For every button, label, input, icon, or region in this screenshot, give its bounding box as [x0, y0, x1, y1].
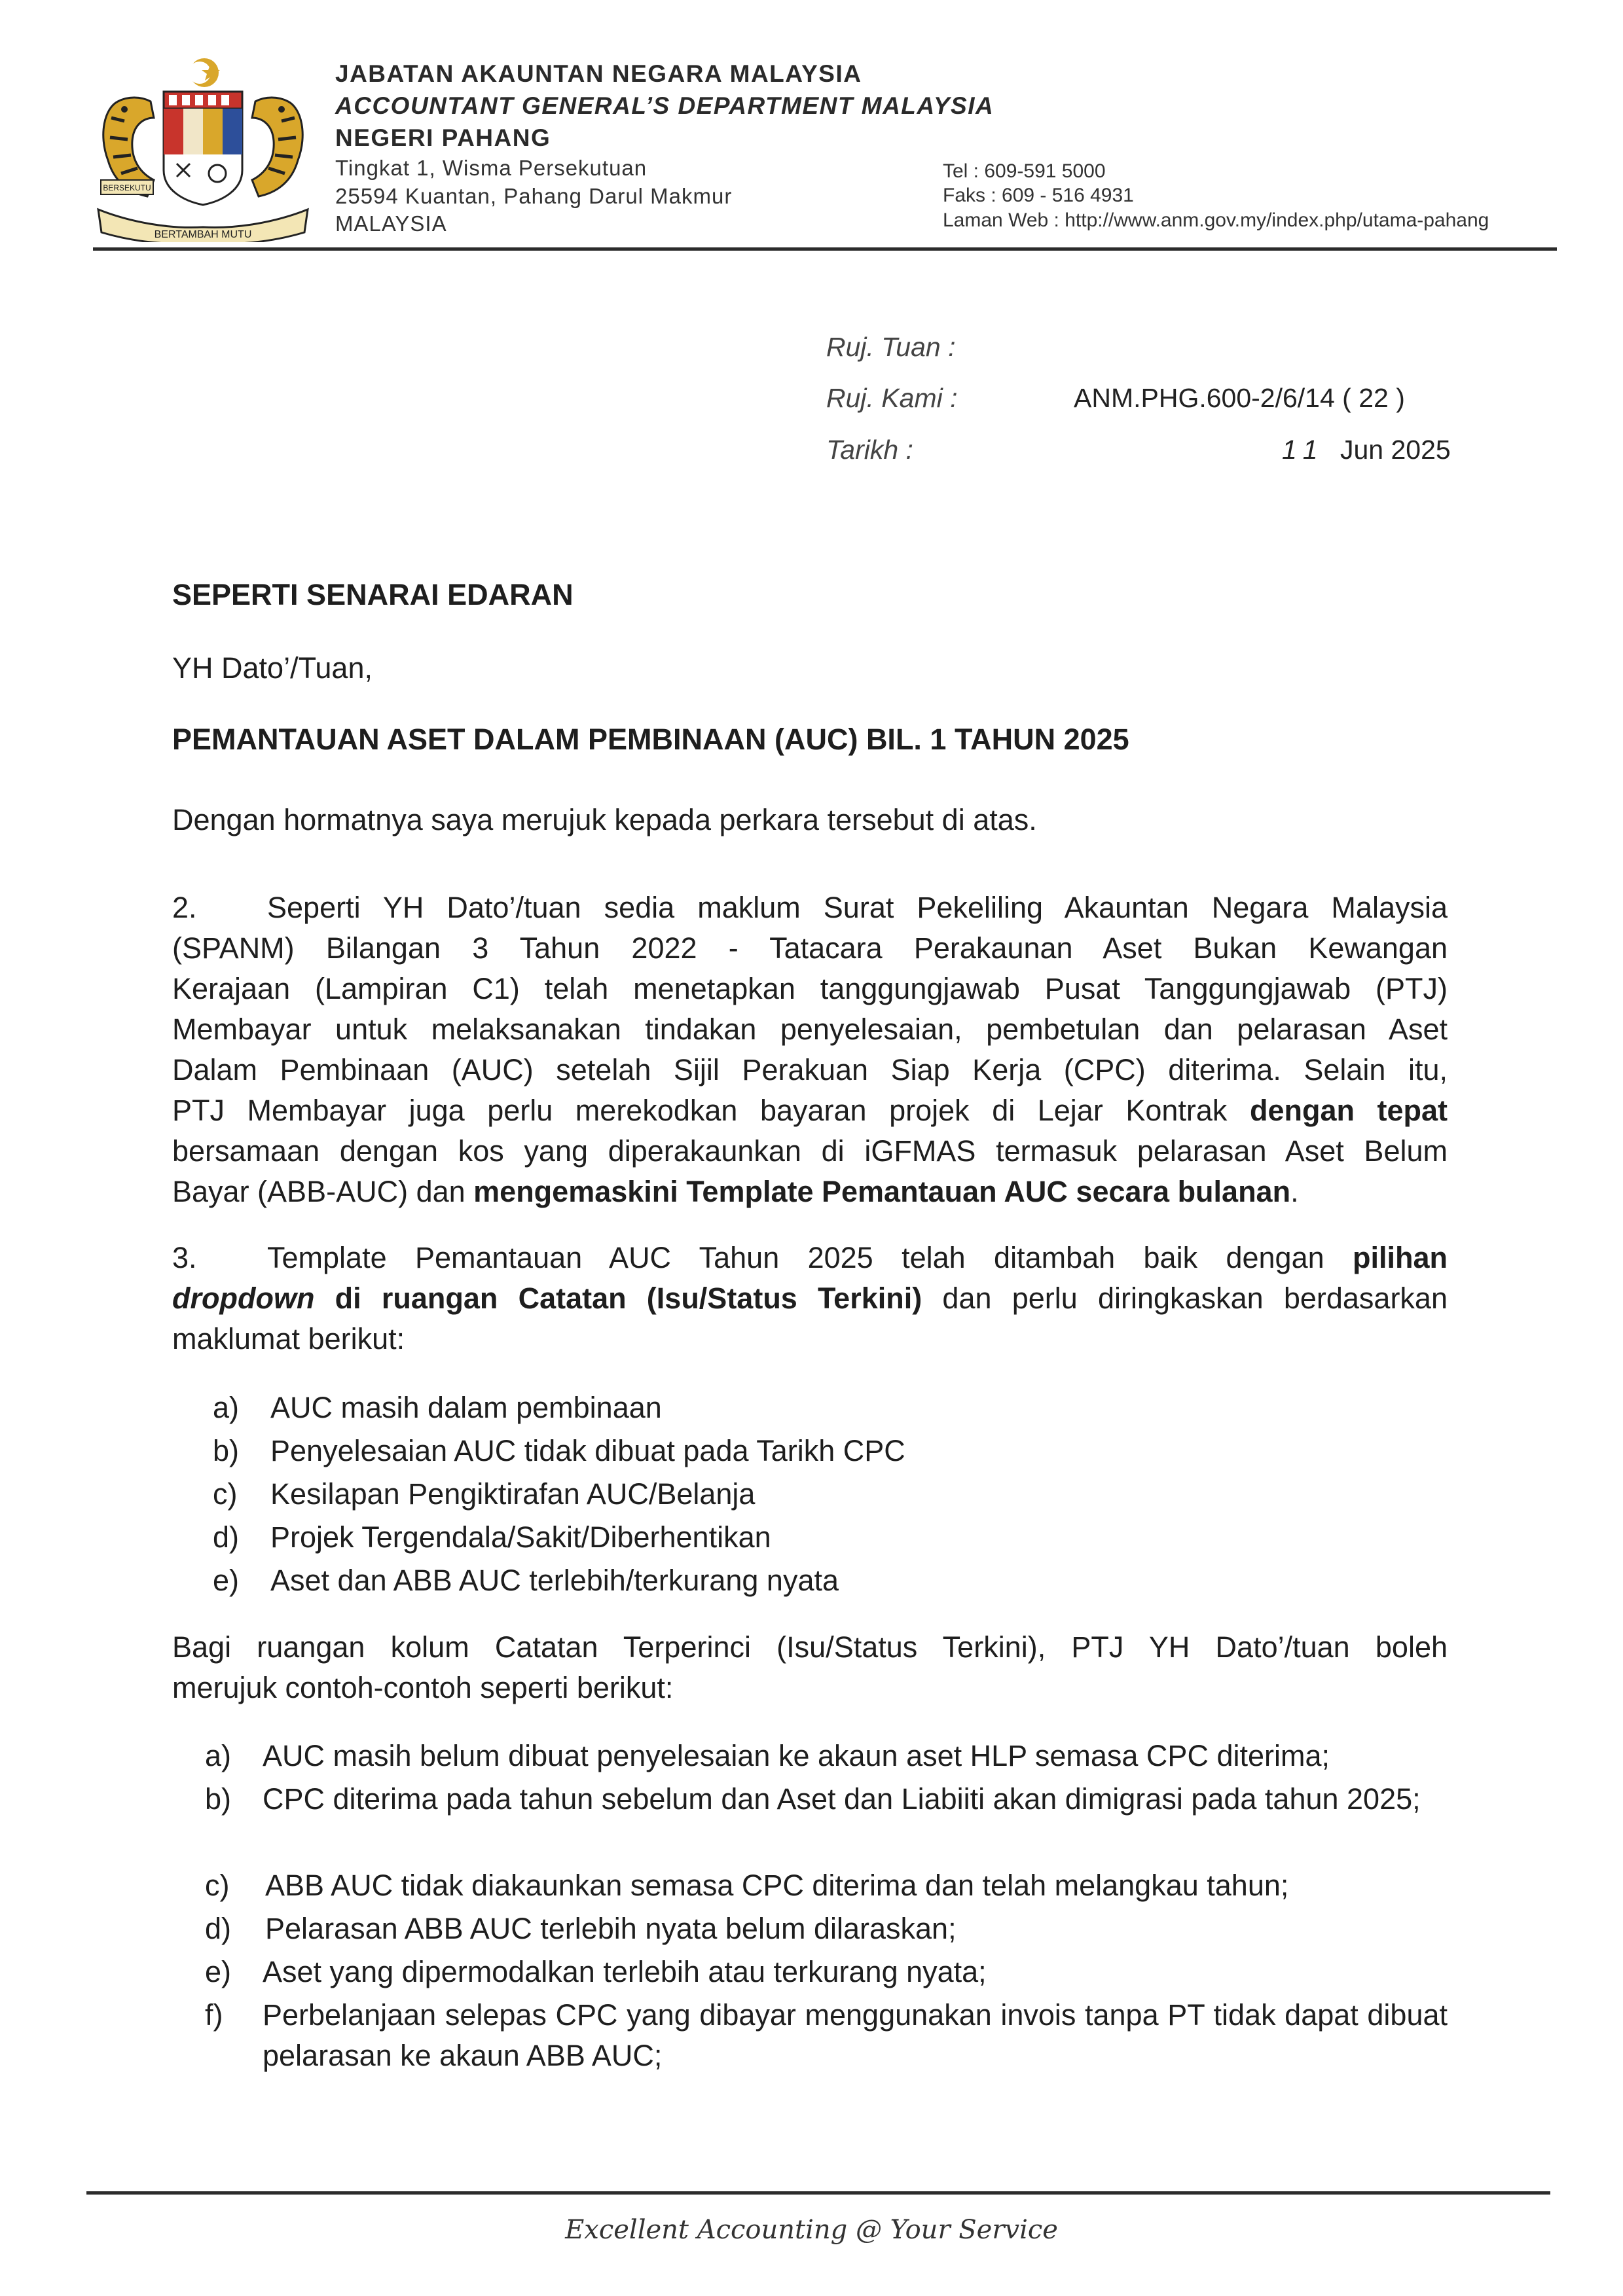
paragraph-2-line-6-text: PTJ Membayar juga perlu merekodkan bayaran projek di Lejar Kontrak	[172, 1094, 1250, 1127]
address-line-1: Tingkat 1, Wisma Persekutuan	[335, 156, 647, 180]
paragraph-2-line-1: Seperti YH Dato’/tuan sedia maklum Surat Pekeliling Akauntan Negara Malaysia	[267, 891, 1448, 924]
example-item	[205, 1952, 1448, 1992]
paragraph-2-number: 2.	[172, 891, 197, 924]
header-divider	[93, 247, 1557, 251]
website: Laman Web : http://www.anm.gov.my/index.php/utama-pahang	[943, 209, 1489, 231]
organization-name-malay: JABATAN AKAUNTAN NEGARA MALAYSIA	[335, 60, 862, 87]
paragraph-2-line-8	[172, 1172, 1448, 1212]
crest-ribbon-text: BERTAMBAH MUTU	[154, 229, 252, 240]
paragraph-2-line-7: bersamaan dengan kos yang diperakaunkan di iGFMAS termasuk pelarasan Aset Belum	[172, 1134, 1448, 1168]
paragraph-2-line-5: Dalam Pembinaan (AUC) setelah Sijil Perakuan Siap Kerja (CPC) diterima. Selain itu,	[172, 1053, 1448, 1086]
example-text: ABB AUC tidak diakaunkan semasa CPC diterima dan telah melangkau tahun;	[265, 1869, 1289, 1902]
paragraph-2-first-line	[172, 888, 1448, 928]
footer-motto: Excellent Accounting @ Your Service	[565, 2215, 1058, 2245]
examples-intro	[172, 1627, 1448, 1708]
example-text: AUC masih belum dibuat penyelesaian ke akaun aset HLP semasa CPC diterima;	[263, 1739, 1330, 1772]
category-marker: b)	[213, 1434, 240, 1467]
category-item	[213, 1517, 1195, 1558]
example-item	[205, 1995, 1448, 2076]
category-marker: d)	[213, 1520, 240, 1554]
organization-branch: NEGERI PAHANG	[335, 124, 551, 151]
example-item	[205, 1909, 1448, 1949]
example-marker: f)	[205, 1998, 223, 2032]
paragraph-2-line-2: (SPANM) Bilangan 3 Tahun 2022 - Tatacara Perakaunan Aset Bukan Kewangan	[172, 931, 1448, 965]
ruj-kami-label: Ruj. Kami :	[826, 383, 958, 413]
category-item	[213, 1474, 1195, 1515]
paragraph-2-line-4: Membayar untuk melaksanakan tindakan penyelesaian, pembetulan dan pelarasan Aset	[172, 1013, 1448, 1046]
tarikh-month-year: Jun 2025	[1340, 435, 1451, 465]
example-text: CPC diterima pada tahun sebelum dan Aset dan Liabiiti akan dimigrasi pada tahun 2025;	[263, 1782, 1421, 1816]
paragraph-2-emphasis-template: mengemaskini Template Pemantauan AUC secara bulanan	[473, 1175, 1291, 1208]
fax: Faks : 609 - 516 4931	[943, 185, 1134, 206]
letter-subject: PEMANTAUAN ASET DALAM PEMBINAAN (AUC) BIL. 1 TAHUN 2025	[172, 723, 1129, 756]
footer-divider	[86, 2191, 1550, 2195]
category-text: Aset dan ABB AUC terlebih/terkurang nyata	[270, 1564, 839, 1597]
coat-of-arms-logo	[92, 56, 314, 242]
paragraph-2-line-6	[172, 1090, 1448, 1131]
category-text: Projek Tergendala/Sakit/Diberhentikan	[270, 1520, 771, 1554]
organization-name-english: ACCOUNTANT GENERAL’S DEPARTMENT MALAYSIA	[335, 92, 994, 119]
example-item	[205, 1779, 1448, 1860]
category-text: Penyelesaian AUC tidak dibuat pada Tarikh CPC	[270, 1434, 905, 1467]
tarikh-label: Tarikh :	[826, 435, 913, 465]
example-marker: e)	[205, 1955, 232, 1988]
ruj-kami-value: ANM.PHG.600-2/6/14 ( 22 )	[1074, 383, 1405, 413]
category-item	[213, 1560, 1195, 1601]
crest-left-scroll-text: BERSEKUTU	[103, 183, 151, 192]
paragraph-3-first-line	[172, 1238, 1448, 1278]
paragraph-2	[172, 888, 1448, 1212]
paragraph-2-line-8-end: .	[1290, 1175, 1299, 1208]
category-marker: e)	[213, 1564, 240, 1597]
examples-intro-line-1: Bagi ruangan kolum Catatan Terperinci (Isu/Status Terkini), PTJ YH Dato’/tuan boleh	[172, 1630, 1448, 1664]
paragraph-3-line-1-text: Template Pemantauan AUC Tahun 2025 telah ditambah baik dengan	[267, 1241, 1353, 1274]
recipient-line: SEPERTI SENARAI EDARAN	[172, 578, 574, 611]
paragraph-3-line-2-end: dan perlu diringkaskan berdasarkan	[922, 1282, 1448, 1315]
category-marker: c)	[213, 1477, 238, 1511]
category-item	[213, 1431, 1195, 1471]
salutation: YH Dato’/Tuan,	[172, 651, 373, 685]
paragraph-3-line-1	[267, 1238, 1448, 1278]
category-text: Kesilapan Pengiktirafan AUC/Belanja	[270, 1477, 756, 1511]
paragraph-3-emphasis-catatan: di ruangan Catatan (Isu/Status Terkini)	[314, 1282, 922, 1315]
example-text: Aset yang dipermodalkan terlebih atau terkurang nyata;	[263, 1955, 987, 1988]
example-marker: d)	[205, 1912, 232, 1945]
category-marker: a)	[213, 1391, 240, 1424]
opening-sentence: Dengan hormatnya saya merujuk kepada perkara tersebut di atas.	[172, 803, 1037, 836]
tarikh-day: 11	[1282, 435, 1326, 465]
paragraph-3-line-2	[172, 1278, 1448, 1319]
paragraph-3-line-3: maklumat berikut:	[172, 1322, 405, 1355]
paragraph-2-emphasis-tepat: dengan tepat	[1249, 1094, 1448, 1127]
examples-intro-line-2: merujuk contoh-contoh seperti berikut:	[172, 1671, 674, 1704]
paragraph-2-line-3: Kerajaan (Lampiran C1) telah menetapkan tanggungjawab Pusat Tanggungjawab (PTJ)	[172, 972, 1448, 1005]
example-marker: c)	[205, 1869, 230, 1902]
example-item	[205, 1736, 1448, 1776]
example-marker: b)	[205, 1782, 232, 1816]
paragraph-3-emphasis-pilihan: pilihan	[1353, 1241, 1448, 1274]
example-marker: a)	[205, 1739, 232, 1772]
address-line-3: MALAYSIA	[335, 211, 447, 236]
paragraph-3	[172, 1238, 1448, 1359]
example-item	[205, 1865, 1448, 1906]
category-item	[213, 1388, 1195, 1428]
example-text: Pelarasan ABB AUC terlebih nyata belum dilaraskan;	[265, 1912, 957, 1945]
paragraph-2-line-8-text: Bayar (ABB-AUC) dan	[172, 1175, 474, 1208]
paragraph-3-number: 3.	[172, 1241, 197, 1274]
telephone: Tel : 609-591 5000	[943, 160, 1106, 182]
example-text: Perbelanjaan selepas CPC yang dibayar menggunakan invois tanpa PT tidak dapat dibuat pelarasan ke akaun ABB AUC;	[263, 1998, 1448, 2072]
address-line-2: 25594 Kuantan, Pahang Darul Makmur	[335, 184, 733, 208]
category-text: AUC masih dalam pembinaan	[270, 1391, 662, 1424]
ruj-tuan-label: Ruj. Tuan :	[826, 332, 956, 362]
paragraph-3-emphasis-dropdown: dropdown	[172, 1282, 315, 1315]
